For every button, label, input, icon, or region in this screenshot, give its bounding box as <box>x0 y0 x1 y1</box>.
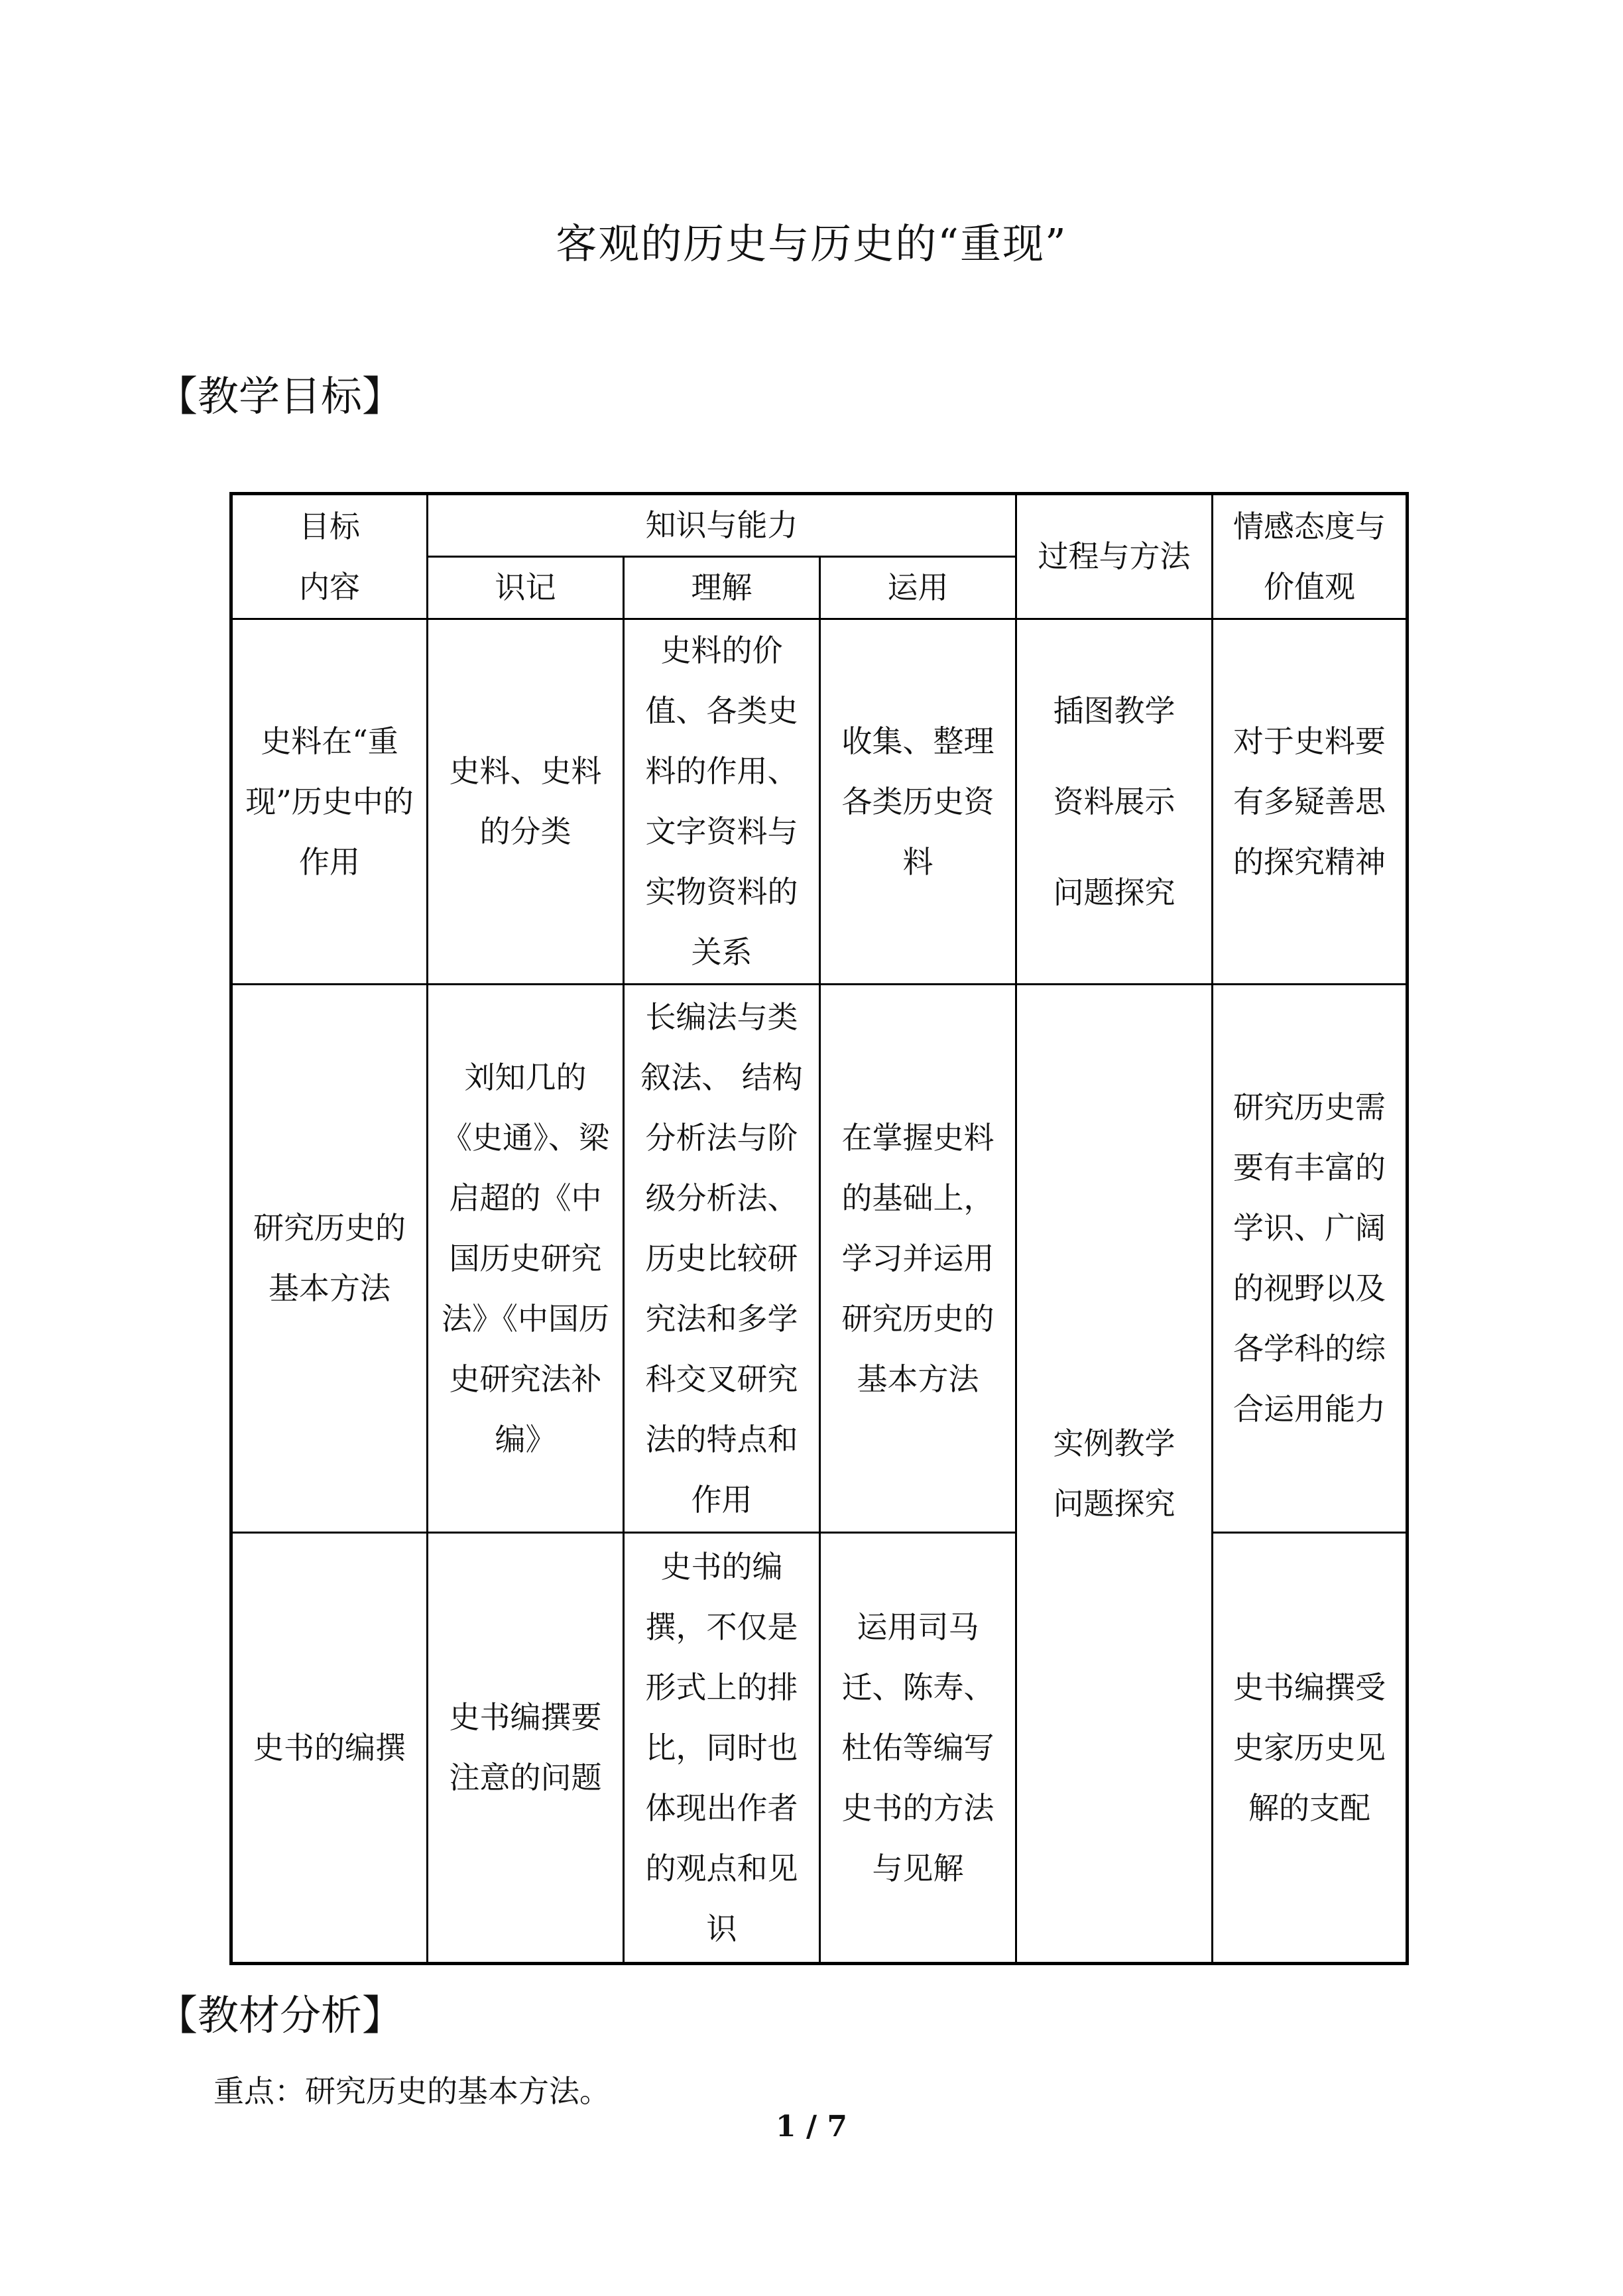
cell-content: 史书的编撰 <box>231 1533 428 1964</box>
header-understanding: 理解 <box>624 557 820 619</box>
header-application: 运用 <box>820 557 1016 619</box>
table-row <box>231 1533 1408 1964</box>
document-title: 客观的历史与历史的“重现” <box>556 219 1067 268</box>
header-process-method: 过程与方法 <box>1016 494 1213 619</box>
cell-content: 史料在“重现”历史中的作用 <box>231 619 428 985</box>
table-row <box>231 985 1408 1533</box>
analysis-heading: 【教材分析】 <box>156 1991 404 2039</box>
header-emotion-values: 情感态度与价值观 <box>1213 494 1408 619</box>
cell-process: 插图教学 资料展示 问题探究 <box>1016 619 1213 985</box>
header-knowledge-ability: 知识与能力 <box>428 494 1016 557</box>
cell-understanding: 长编法与类叙法、 结构分析法与阶级分析法、历史比较研究法和多学科交叉研究法的特点和作用 <box>624 985 820 1533</box>
cell-content: 研究历史的基本方法 <box>231 985 428 1533</box>
cell-understanding: 史料的价值、各类史料的作用、文字资料与实物资料的关系 <box>624 619 820 985</box>
focus-text: 重点：研究历史的基本方法。 <box>213 2073 610 2109</box>
cell-emotion: 对于史料要有多疑善思的探究精神 <box>1213 619 1408 985</box>
table-row <box>231 619 1408 985</box>
cell-emotion: 研究历史需要有丰富的学识、广阔的视野以及各学科的综合运用能力 <box>1213 985 1408 1533</box>
cell-emotion: 史书编撰受史家历史见解的支配 <box>1213 1533 1408 1964</box>
cell-application: 运用司马迁、陈寿、杜佑等编写史书的方法与见解 <box>820 1533 1016 1964</box>
cell-memory: 史书编撰要注意的问题 <box>428 1533 624 1964</box>
cell-memory: 史料、史料的分类 <box>428 619 624 985</box>
table-header-row <box>231 494 1408 557</box>
header-memory: 识记 <box>428 557 624 619</box>
cell-application: 在掌握史料的基础上，学习并运用研究历史的基本方法 <box>820 985 1016 1533</box>
page-number: 1 / 7 <box>776 2110 847 2144</box>
objectives-table <box>229 492 1409 1965</box>
cell-understanding: 史书的编撰，不仅是形式上的排比，同时也体现出作者的观点和见识 <box>624 1533 820 1964</box>
objectives-heading: 【教学目标】 <box>156 372 404 420</box>
header-target-content: 目标 内容 <box>231 494 428 619</box>
cell-application: 收集、整理各类历史资料 <box>820 619 1016 985</box>
cell-memory: 刘知几的《史通》、梁启超的《中国历史研究法》《中国历史研究法补编》 <box>428 985 624 1533</box>
cell-process: 实例教学 问题探究 <box>1016 985 1213 1964</box>
